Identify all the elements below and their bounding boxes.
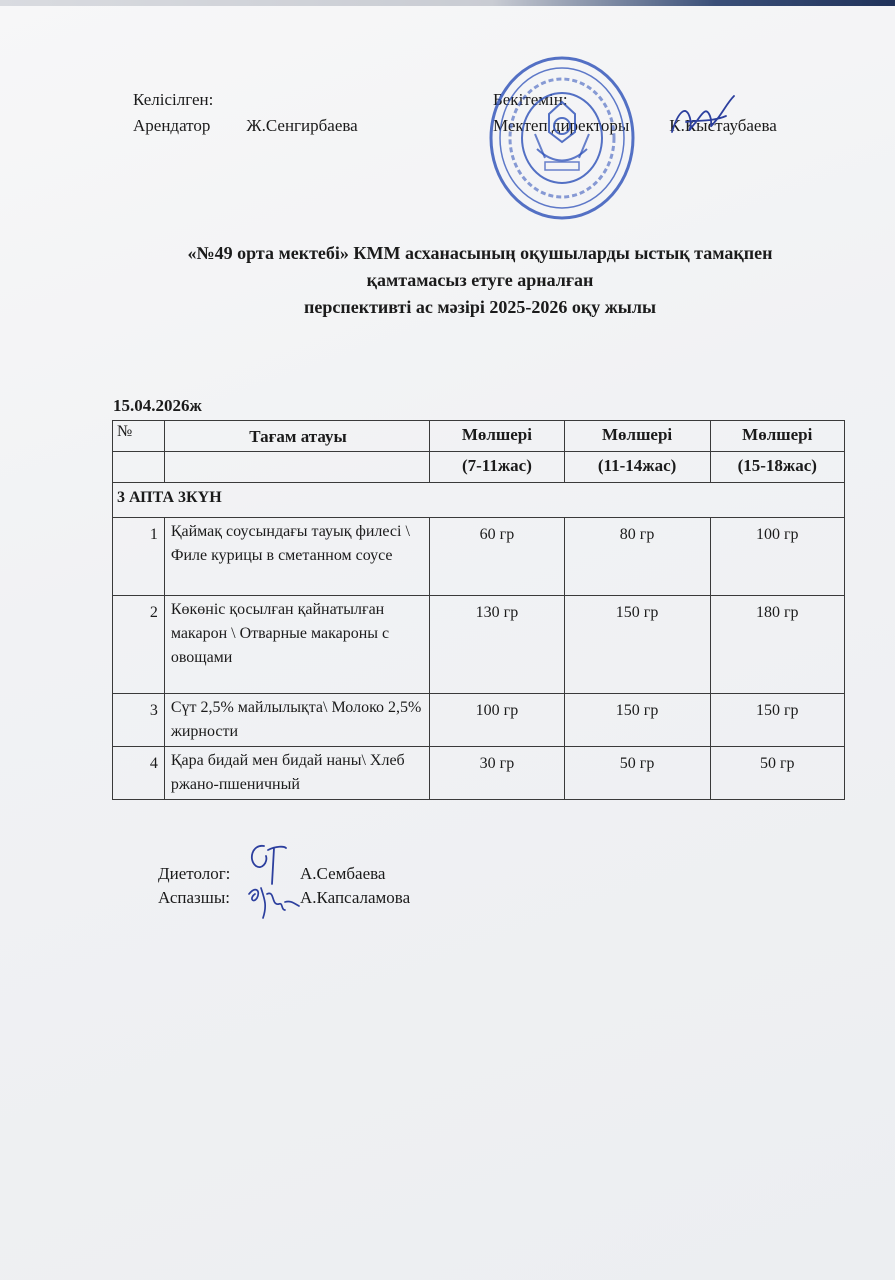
cook-name: А.Капсаламова xyxy=(300,888,411,907)
portion-7-11: 130 гр xyxy=(430,596,564,694)
confirm-role: Мектеп директоры xyxy=(493,116,630,135)
age-group-2: (11-14жас) xyxy=(564,452,710,483)
official-stamp-seal xyxy=(487,54,637,222)
approval-row xyxy=(133,113,358,139)
header-number: № xyxy=(113,421,165,452)
portion-11-14: 80 гр xyxy=(564,518,710,596)
header-portion-1: Мөлшері xyxy=(430,421,564,452)
portion-11-14: 150 гр xyxy=(564,596,710,694)
row-number: 2 xyxy=(113,596,165,694)
dietitian-name: А.Сембаева xyxy=(300,864,386,883)
approval-block-left xyxy=(133,87,358,139)
approval-name: Ж.Сенгирбаева xyxy=(246,116,358,135)
row-number: 4 xyxy=(113,747,165,800)
dish-name: Көкөніс қосылған қайнатылған макарон \ Отварные макароны с овощами xyxy=(164,596,429,694)
portion-15-18: 180 гр xyxy=(710,596,844,694)
row-number: 3 xyxy=(113,694,165,747)
cook-role: Аспазшы: xyxy=(158,888,230,907)
header-portion-2: Мөлшері xyxy=(564,421,710,452)
cook-signature xyxy=(245,880,303,922)
menu-table xyxy=(112,420,845,800)
portion-11-14: 50 гр xyxy=(564,747,710,800)
portion-15-18: 50 гр xyxy=(710,747,844,800)
portion-7-11: 30 гр xyxy=(430,747,564,800)
portion-11-14: 150 гр xyxy=(564,694,710,747)
dish-name: Сүт 2,5% майлылықта\ Молоко 2,5% жирности xyxy=(164,694,429,747)
age-row-empty-name xyxy=(164,452,429,483)
portion-7-11: 60 гр xyxy=(430,518,564,596)
portion-15-18: 100 гр xyxy=(710,518,844,596)
table-header-row xyxy=(113,421,845,452)
page-top-edge xyxy=(0,0,895,6)
dietitian-role: Диетолог: xyxy=(158,864,231,883)
title-line-2: қамтамасыз етуге арналған xyxy=(366,270,594,290)
confirm-name: К.Кыстаубаева xyxy=(669,116,777,135)
age-row-empty-no xyxy=(113,452,165,483)
week-day-label: 3 АПТА 3КҮН xyxy=(113,483,845,518)
cook-line xyxy=(158,888,411,908)
approval-role: Арендатор xyxy=(133,116,211,135)
header-dish-name: Тағам атауы xyxy=(164,421,429,452)
title-line-3: перспективті ас мәзірі 2025-2026 оқу жылы xyxy=(303,297,657,317)
row-number: 1 xyxy=(113,518,165,596)
header-portion-3: Мөлшері xyxy=(710,421,844,452)
dish-name: Қара бидай мен бидай наны\ Хлеб ржано-пшеничный xyxy=(164,747,429,800)
dietitian-line xyxy=(158,864,386,884)
portion-7-11: 100 гр xyxy=(430,694,564,747)
age-group-1: (7-11жас) xyxy=(430,452,564,483)
table-section-row xyxy=(113,483,845,518)
table-row xyxy=(113,747,845,800)
table-row xyxy=(113,694,845,747)
table-row xyxy=(113,518,845,596)
document-title xyxy=(100,240,860,321)
approval-label: Келісілген: xyxy=(133,90,214,109)
portion-15-18: 150 гр xyxy=(710,694,844,747)
dish-name: Қаймақ соусындағы тауық филесі \ Филе курицы в сметанном соусе xyxy=(164,518,429,596)
table-age-row xyxy=(113,452,845,483)
menu-date: 15.04.2026ж xyxy=(113,396,202,415)
title-line-1: «№49 орта мектебі» КММ асханасының оқушыларды ыстық тамақпен xyxy=(187,243,773,263)
director-signature xyxy=(666,92,740,144)
confirm-label: Бекітемін: xyxy=(493,90,568,109)
table-row xyxy=(113,596,845,694)
age-group-3: (15-18жас) xyxy=(710,452,844,483)
